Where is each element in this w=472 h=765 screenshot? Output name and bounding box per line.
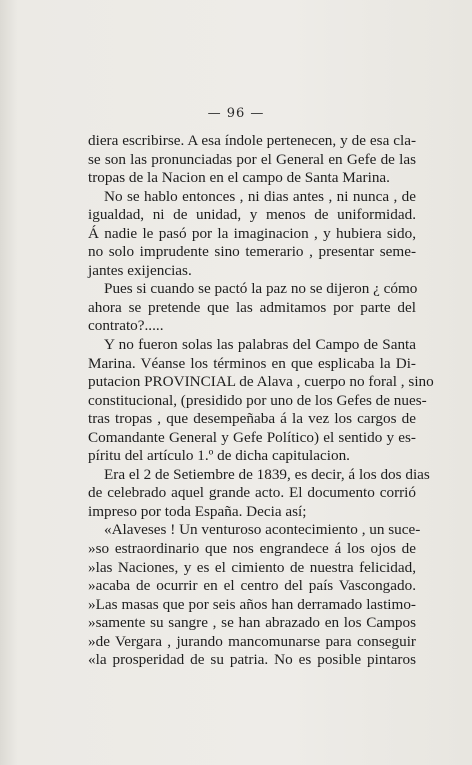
text-line: píritu del artículo 1.º de dicha capitulacion.: [88, 447, 350, 465]
text-line: Y no fueron solas las palabras del Campo de Santa: [104, 336, 416, 354]
text-line: de celebrado aquel grande acto. El documento corrió: [88, 484, 416, 502]
text-line: No se hablo entonces , ni dias antes , ni nunca , de: [104, 187, 416, 205]
page-number: — 96 —: [207, 106, 265, 121]
text-line: ahora se pretende que las admitamos por parte del: [88, 298, 416, 316]
text-line: »so estraordinario que nos engrandece á los ojos de: [88, 540, 416, 558]
text-line: »acaba de ocurrir en el centro del país Vascongado.: [88, 577, 416, 595]
text-line: »de Vergara , jurando mancomunarse para conseguir: [88, 632, 416, 650]
text-line: Comandante General y Gefe Político) el sentido y es-: [88, 428, 416, 446]
text-line: impreso por toda España. Decia así;: [88, 502, 307, 520]
text-line: no solo imprudente sino temerario , presentar seme-: [88, 243, 416, 261]
text-line: »Las masas que por seis años han derramado lastimo-: [88, 595, 416, 613]
text-line: contrato?.....: [88, 317, 164, 335]
text-line: tropas de la Nacion en el campo de Santa Marina.: [88, 169, 390, 187]
text-line: «la prosperidad de su patria. No es posible pintaros: [88, 651, 416, 669]
text-line: putacion PROVINCIAL de Alava , cuerpo no foral , sino: [88, 373, 434, 391]
text-line: tras tropas , que desempeñaba á la vez los cargos de: [88, 410, 416, 428]
text-line: Pues si cuando se pactó la paz no se dijeron ¿ cómo: [104, 280, 418, 298]
text-line: igualdad, ni de unidad, y menos de uniformidad.: [88, 206, 416, 224]
text-line: »samente su sangre , se han abrazado en los Campos: [88, 614, 416, 632]
text-line: se son las pronunciadas por el General en Gefe de las: [88, 150, 416, 168]
text-line: diera escribirse. A esa índole pertenecen, y de esa cla-: [88, 132, 416, 149]
text-line: Marina. Véanse los términos en que esplicaba la Di-: [88, 354, 416, 372]
text-line: Era el 2 de Setiembre de 1839, es decir, á los dos dias: [104, 465, 430, 483]
body-text: [88, 132, 434, 670]
text-line: »las Naciones, y es el cimiento de nuestra felicidad,: [88, 558, 416, 576]
text-line: «Alaveses ! Un venturoso acontecimiento , un suce-: [104, 521, 421, 539]
text-line: Á nadie le pasó por la imaginacion , y hubiera sido,: [88, 224, 416, 242]
text-line: jantes exijencias.: [88, 261, 192, 279]
text-line: constitucional, (presidido por uno de los Gefes de nues-: [88, 391, 427, 409]
